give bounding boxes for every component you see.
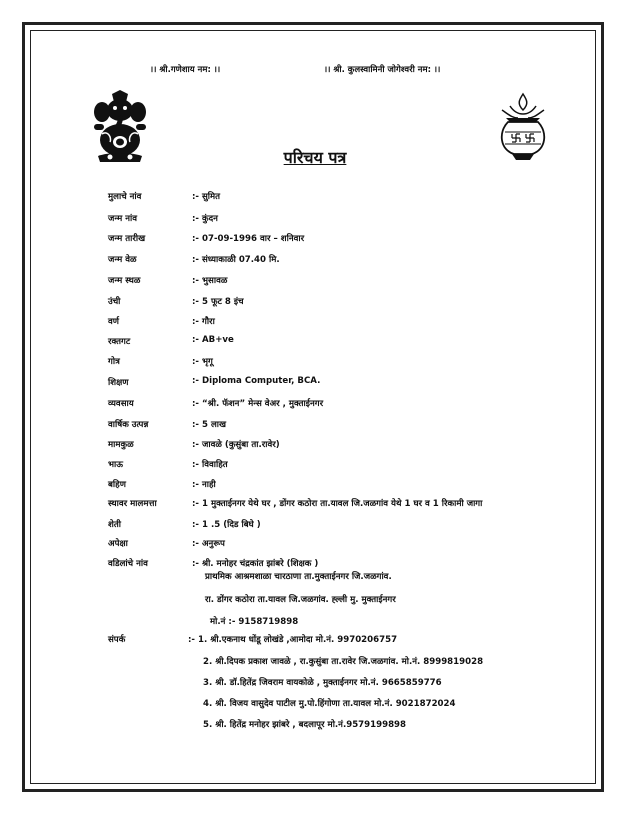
field-value: :- भुसावळ [192,276,228,286]
field-value: :- गौरा [192,317,215,327]
field-value: :- विवाहित [192,460,228,470]
field-value: :- भृगू [192,357,213,367]
contact-entry: 5. श्री. हितेंद्र मनोहर झांबरे , बदलापूर मो.नं.9579199898 [203,720,407,730]
field-label: बहिण [108,480,126,490]
field-label: वार्षिक उत्पन्न [108,420,149,430]
field-value: :- Diploma Computer, BCA. [192,376,321,386]
field-value: :- अनुरूप [192,539,225,549]
father-detail-line: मो.नं :- 9158719898 [210,617,299,627]
field-value: :- 07-09-1996 वार – शनिवार [192,234,305,244]
field-value: :- श्री. मनोहर चंद्रकांत झांबरे (शिक्षक ) [192,559,319,569]
field-label: शेती [108,520,121,530]
field-value: :- AB+ve [192,335,234,345]
contact-label: संपर्क [108,635,126,645]
field-value: :- 5 लाख [192,420,227,430]
field-value: :- कुंदन [192,214,218,224]
contact-entry: 3. श्री. डॉ.हितेंद्र जिवराम वायकोळे , मुक्ताईनगर मो.नं. 9665859776 [203,678,442,688]
father-detail-line: रा. डोंगर कठोरा ता.यावल जि.जळगांव. ह्ल्ली मु. मुक्ताईनगर [205,595,396,605]
contact-entry: 2. श्री.दिपक प्रकाश जावळे , रा.कुसुंबा ता.रावेर जि.जळगांव. मो.नं. 8999819028 [203,657,484,667]
page-title: परिचय पत्र [283,148,347,167]
field-label: भाऊ [108,460,124,470]
field-label: स्थावर मालमत्ता [108,499,157,509]
field-label: जन्म स्थळ [108,276,141,286]
father-detail-line: प्राथमिक आश्रमशाळा चारठाणा ता.मुक्ताईनगर जि.जळगांव. [205,572,392,582]
field-label: शिक्षण [108,378,129,388]
field-value: :- 1 मुक्ताईनगर येथे घर , डोंगर कठोरा ता.यावल जि.जळगांव येथे 1 घर व 1 रिकामी जागा [192,499,483,509]
blessing-right: ।। श्री. कुलस्वामिनी जोगेश्वरी नम: ।। [324,65,441,75]
field-label: अपेक्षा [108,539,128,549]
field-value: :- सुमित [192,192,221,202]
field-label: उंची [108,297,121,307]
field-value: :- संध्याकाळी 07.40 मि. [192,255,280,265]
field-label: वर्ण [108,317,119,327]
field-label: वडिलांचे नांव [108,559,148,569]
field-label: रक्तगट [108,337,131,347]
blessing-left: ।। श्री.गणेशाय नम: ।। [150,65,221,75]
field-label: जन्म वेळ [108,255,137,265]
field-label: गोत्र [108,357,120,367]
field-value: :- नाही [192,480,216,490]
field-value: :- 1 .5 (दिड बिघे ) [192,520,261,530]
field-value: :- जावळे (कुसुंबा ता.रावेर) [192,440,280,450]
field-value: :- 5 फूट 8 इंच [192,297,244,307]
field-label: व्यवसाय [108,399,134,409]
field-label: जन्म नांव [108,214,138,224]
field-value: :- “श्री. फॅशन” मेन्स वेअर , मुक्ताईनगर [192,399,324,409]
field-label: मुलाचे नांव [108,192,142,202]
field-label: जन्म तारीख [108,234,146,244]
contact-entry: 4. श्री. विजय वासुदेव पाटील मु.पो.हिंगोणा ता.यावल मो.नं. 9021872024 [203,699,456,709]
contact-entry: :- 1. श्री.एकनाथ धोंडू लोखंडे ,आमोदा मो.नं. 9970206757 [188,635,398,645]
field-label: मामकुळ [108,440,134,450]
